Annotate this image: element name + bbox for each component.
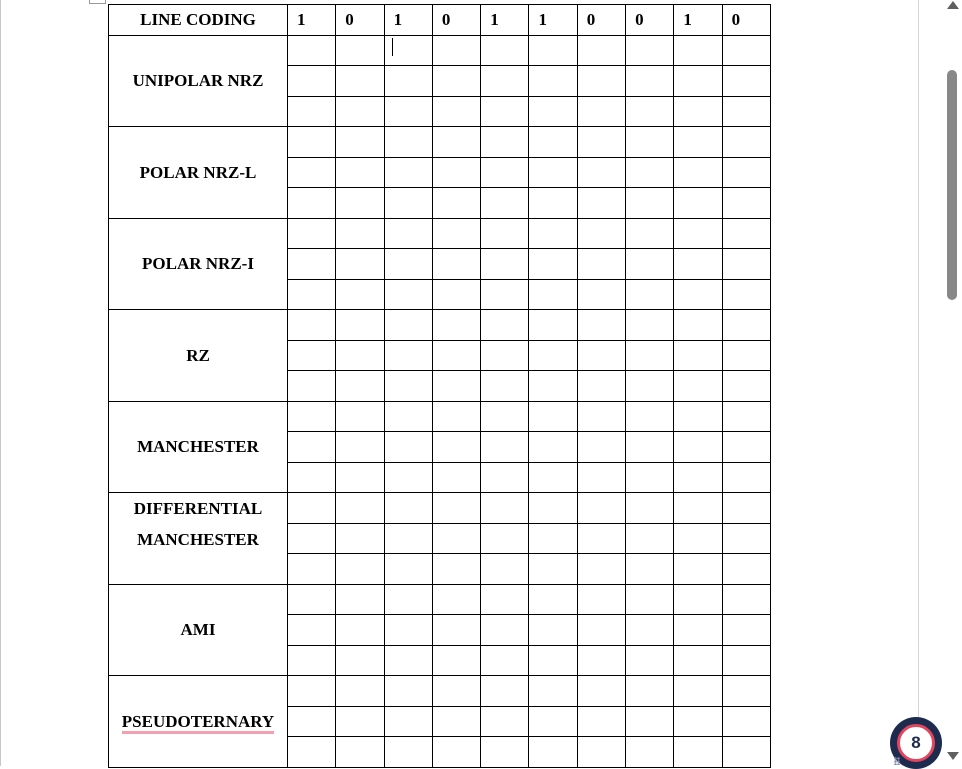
signal-cell[interactable] <box>626 157 674 188</box>
signal-cell[interactable] <box>384 676 432 707</box>
encoding-label-cell[interactable] <box>109 310 288 402</box>
signal-cell[interactable] <box>288 554 336 585</box>
encoding-label-cell[interactable] <box>109 493 288 585</box>
encoding-label-cell[interactable] <box>109 401 288 493</box>
signal-cell[interactable] <box>626 615 674 646</box>
signal-cell[interactable] <box>481 157 529 188</box>
signal-cell[interactable] <box>481 645 529 676</box>
encoding-label: MANCHESTER <box>137 437 259 457</box>
signal-cell[interactable] <box>577 432 625 463</box>
signal-cell[interactable] <box>432 584 480 615</box>
signal-cell[interactable] <box>481 615 529 646</box>
signal-cell[interactable] <box>336 66 384 97</box>
signal-cell[interactable] <box>626 462 674 493</box>
signal-cell[interactable] <box>432 310 480 341</box>
signal-cell[interactable] <box>288 35 336 66</box>
signal-cell[interactable] <box>481 584 529 615</box>
signal-cell[interactable] <box>481 310 529 341</box>
signal-cell[interactable] <box>626 340 674 371</box>
table-move-handle[interactable] <box>89 0 106 4</box>
signal-cell[interactable] <box>481 340 529 371</box>
bit-cell[interactable]: 0 <box>722 5 770 36</box>
signal-cell[interactable] <box>384 157 432 188</box>
signal-cell[interactable] <box>336 737 384 768</box>
signal-cell[interactable] <box>432 66 480 97</box>
signal-cell[interactable] <box>432 371 480 402</box>
signal-cell[interactable] <box>577 249 625 280</box>
signal-row <box>109 218 771 249</box>
signal-cell[interactable] <box>336 462 384 493</box>
signal-cell[interactable] <box>529 401 577 432</box>
signal-cell[interactable] <box>336 279 384 310</box>
signal-cell[interactable] <box>384 645 432 676</box>
signal-cell[interactable] <box>674 554 722 585</box>
signal-cell[interactable] <box>432 737 480 768</box>
signal-cell[interactable] <box>432 676 480 707</box>
signal-cell[interactable] <box>529 371 577 402</box>
signal-cell[interactable] <box>722 188 770 219</box>
drag-handle-icon[interactable] <box>894 757 900 765</box>
signal-cell[interactable] <box>626 554 674 585</box>
signal-cell[interactable] <box>432 462 480 493</box>
signal-cell[interactable] <box>432 706 480 737</box>
signal-cell[interactable] <box>384 615 432 646</box>
signal-cell[interactable] <box>481 401 529 432</box>
signal-cell[interactable] <box>626 493 674 524</box>
signal-cell[interactable] <box>674 615 722 646</box>
signal-cell[interactable] <box>336 615 384 646</box>
signal-cell[interactable] <box>722 462 770 493</box>
signal-cell[interactable] <box>384 188 432 219</box>
spellcheck-underline[interactable]: PSEUDOTERNARY <box>122 712 274 734</box>
encoding-label: DIFFERENTIAL <box>133 499 263 518</box>
signal-cell[interactable] <box>336 401 384 432</box>
signal-cell[interactable] <box>722 645 770 676</box>
encoding-label: POLAR NRZ-I <box>142 254 254 274</box>
signal-cell[interactable] <box>722 127 770 158</box>
signal-cell[interactable] <box>674 645 722 676</box>
bit-cell[interactable]: 0 <box>432 5 480 36</box>
signal-cell[interactable] <box>432 157 480 188</box>
signal-cell[interactable] <box>288 157 336 188</box>
vertical-scrollbar[interactable] <box>944 0 962 766</box>
signal-cell[interactable] <box>529 462 577 493</box>
signal-cell[interactable] <box>674 676 722 707</box>
signal-cell[interactable] <box>722 706 770 737</box>
signal-cell[interactable] <box>529 432 577 463</box>
bit-cell[interactable]: 1 <box>674 5 722 36</box>
signal-cell[interactable] <box>432 218 480 249</box>
signal-cell[interactable] <box>336 157 384 188</box>
signal-cell[interactable] <box>336 432 384 463</box>
signal-cell[interactable] <box>481 127 529 158</box>
encoding-label <box>109 706 287 737</box>
signal-cell[interactable] <box>432 188 480 219</box>
signal-cell[interactable] <box>288 432 336 463</box>
signal-cell[interactable] <box>674 737 722 768</box>
signal-cell[interactable] <box>384 432 432 463</box>
signal-cell[interactable] <box>722 432 770 463</box>
signal-cell[interactable] <box>432 279 480 310</box>
signal-row <box>109 584 771 615</box>
signal-cell[interactable] <box>626 523 674 554</box>
signal-cell[interactable] <box>529 35 577 66</box>
signal-cell[interactable] <box>529 188 577 219</box>
bit-cell[interactable]: 1 <box>481 5 529 36</box>
encoding-label-cell[interactable] <box>109 35 288 127</box>
signal-cell[interactable] <box>336 218 384 249</box>
signal-cell[interactable] <box>384 706 432 737</box>
signal-cell[interactable] <box>481 737 529 768</box>
signal-cell[interactable] <box>626 645 674 676</box>
signal-cell[interactable] <box>288 127 336 158</box>
signal-cell[interactable] <box>432 493 480 524</box>
signal-cell[interactable] <box>432 401 480 432</box>
signal-cell[interactable] <box>336 340 384 371</box>
signal-cell[interactable] <box>722 249 770 280</box>
signal-cell[interactable] <box>626 127 674 158</box>
signal-row <box>109 676 771 707</box>
signal-cell[interactable] <box>288 279 336 310</box>
signal-cell[interactable] <box>481 523 529 554</box>
signal-cell[interactable] <box>674 310 722 341</box>
signal-cell[interactable] <box>577 218 625 249</box>
signal-cell[interactable] <box>384 462 432 493</box>
signal-cell[interactable] <box>384 523 432 554</box>
scroll-thumb[interactable] <box>947 70 957 300</box>
signal-cell[interactable] <box>577 676 625 707</box>
signal-cell[interactable] <box>674 66 722 97</box>
signal-cell[interactable] <box>529 279 577 310</box>
signal-cell[interactable] <box>674 96 722 127</box>
signal-cell[interactable] <box>529 127 577 158</box>
signal-cell[interactable] <box>577 523 625 554</box>
signal-cell[interactable] <box>432 554 480 585</box>
signal-cell[interactable] <box>481 493 529 524</box>
encoding-label-cell[interactable] <box>109 127 288 219</box>
signal-cell[interactable] <box>481 249 529 280</box>
signal-cell[interactable] <box>722 279 770 310</box>
signal-cell[interactable] <box>336 493 384 524</box>
bit-cell[interactable]: 0 <box>626 5 674 36</box>
signal-cell[interactable] <box>481 706 529 737</box>
line-coding-table[interactable] <box>108 4 771 768</box>
signal-cell[interactable] <box>529 584 577 615</box>
signal-cell[interactable] <box>288 218 336 249</box>
bit-cell[interactable]: 0 <box>336 5 384 36</box>
signal-cell[interactable] <box>722 96 770 127</box>
badge-count: 8 <box>897 724 935 762</box>
signal-cell[interactable] <box>626 584 674 615</box>
signal-cell[interactable] <box>722 615 770 646</box>
scroll-up-arrow-icon[interactable] <box>947 1 959 9</box>
signal-cell[interactable] <box>384 127 432 158</box>
signal-cell[interactable] <box>529 493 577 524</box>
signal-cell[interactable] <box>336 310 384 341</box>
signal-cell[interactable] <box>674 279 722 310</box>
signal-cell[interactable] <box>722 493 770 524</box>
signal-cell[interactable] <box>384 96 432 127</box>
encoding-label-cell[interactable] <box>109 218 288 310</box>
signal-cell[interactable] <box>529 310 577 341</box>
signal-cell[interactable] <box>626 188 674 219</box>
signal-cell[interactable] <box>626 401 674 432</box>
signal-cell[interactable] <box>481 66 529 97</box>
signal-cell[interactable] <box>529 706 577 737</box>
signal-cell[interactable] <box>384 66 432 97</box>
signal-cell[interactable] <box>674 493 722 524</box>
signal-cell[interactable] <box>384 249 432 280</box>
bit-cell[interactable]: 1 <box>288 5 336 36</box>
signal-cell[interactable] <box>626 66 674 97</box>
signal-cell[interactable] <box>529 249 577 280</box>
signal-cell[interactable] <box>626 706 674 737</box>
signal-cell[interactable] <box>529 645 577 676</box>
signal-cell[interactable] <box>384 310 432 341</box>
signal-cell[interactable] <box>674 432 722 463</box>
signal-cell[interactable] <box>336 645 384 676</box>
encoding-label: RZ <box>186 345 210 365</box>
signal-cell[interactable] <box>529 554 577 585</box>
text-cursor <box>392 38 393 56</box>
signal-cell[interactable] <box>577 157 625 188</box>
signal-cell[interactable] <box>722 35 770 66</box>
signal-cell[interactable] <box>384 493 432 524</box>
signal-cell[interactable] <box>577 645 625 676</box>
signal-cell[interactable] <box>529 676 577 707</box>
signal-cell[interactable] <box>481 371 529 402</box>
signal-cell[interactable] <box>336 249 384 280</box>
signal-cell[interactable] <box>288 615 336 646</box>
signal-cell[interactable] <box>336 584 384 615</box>
signal-cell[interactable] <box>336 523 384 554</box>
signal-cell[interactable] <box>529 218 577 249</box>
signal-cell[interactable] <box>722 584 770 615</box>
signal-cell[interactable] <box>529 523 577 554</box>
signal-cell[interactable] <box>336 96 384 127</box>
signal-cell[interactable] <box>722 340 770 371</box>
signal-cell[interactable] <box>626 737 674 768</box>
signal-cell[interactable] <box>722 523 770 554</box>
signal-cell[interactable] <box>384 554 432 585</box>
signal-cell[interactable] <box>577 127 625 158</box>
signal-cell[interactable] <box>481 279 529 310</box>
signal-cell[interactable] <box>384 340 432 371</box>
signal-cell[interactable] <box>432 35 480 66</box>
signal-cell[interactable] <box>577 188 625 219</box>
signal-cell[interactable] <box>481 676 529 707</box>
signal-cell[interactable] <box>577 35 625 66</box>
encoding-label-cell[interactable] <box>109 584 288 676</box>
signal-cell[interactable] <box>432 523 480 554</box>
encoding-label: UNIPOLAR NRZ <box>132 71 264 91</box>
header-row <box>109 5 771 36</box>
signal-cell[interactable] <box>722 310 770 341</box>
signal-cell[interactable] <box>674 706 722 737</box>
signal-cell[interactable] <box>674 401 722 432</box>
signal-cell[interactable] <box>288 523 336 554</box>
signal-cell[interactable] <box>577 462 625 493</box>
signal-cell[interactable] <box>626 218 674 249</box>
signal-cell[interactable] <box>481 35 529 66</box>
signal-cell[interactable] <box>577 371 625 402</box>
signal-cell[interactable] <box>674 188 722 219</box>
signal-cell[interactable] <box>674 584 722 615</box>
signal-cell[interactable] <box>288 401 336 432</box>
signal-cell[interactable] <box>288 188 336 219</box>
signal-cell[interactable] <box>336 127 384 158</box>
signal-cell[interactable] <box>577 401 625 432</box>
scroll-down-arrow-icon[interactable] <box>947 752 959 760</box>
signal-cell[interactable] <box>481 432 529 463</box>
signal-cell[interactable] <box>674 249 722 280</box>
signal-cell[interactable] <box>722 737 770 768</box>
signal-cell[interactable] <box>722 371 770 402</box>
signal-cell[interactable] <box>577 340 625 371</box>
signal-cell[interactable] <box>288 462 336 493</box>
signal-cell[interactable] <box>336 676 384 707</box>
signal-cell[interactable] <box>384 371 432 402</box>
signal-cell[interactable] <box>481 96 529 127</box>
page-edge <box>918 0 919 766</box>
signal-cell[interactable] <box>432 249 480 280</box>
signal-cell[interactable] <box>626 432 674 463</box>
signal-cell[interactable] <box>432 96 480 127</box>
signal-cell[interactable] <box>529 96 577 127</box>
signal-cell[interactable] <box>336 554 384 585</box>
signal-cell[interactable] <box>626 249 674 280</box>
signal-cell[interactable] <box>626 371 674 402</box>
signal-cell[interactable] <box>626 310 674 341</box>
signal-cell[interactable] <box>722 554 770 585</box>
signal-cell[interactable] <box>674 523 722 554</box>
signal-cell[interactable] <box>577 310 625 341</box>
signal-cell[interactable] <box>336 35 384 66</box>
signal-cell[interactable] <box>674 127 722 158</box>
bit-cell[interactable]: 0 <box>577 5 625 36</box>
signal-row <box>109 35 771 66</box>
signal-cell[interactable] <box>432 432 480 463</box>
signal-cell[interactable] <box>722 66 770 97</box>
signal-cell[interactable] <box>432 127 480 158</box>
signal-cell[interactable] <box>577 279 625 310</box>
signal-cell[interactable] <box>336 188 384 219</box>
signal-cell[interactable] <box>481 188 529 219</box>
signal-cell[interactable] <box>288 645 336 676</box>
signal-cell[interactable] <box>288 737 336 768</box>
encoding-label: AMI <box>180 620 216 640</box>
signal-cell[interactable] <box>336 706 384 737</box>
signal-cell[interactable] <box>432 645 480 676</box>
signal-cell[interactable] <box>529 340 577 371</box>
signal-cell[interactable] <box>577 737 625 768</box>
signal-cell[interactable] <box>626 676 674 707</box>
signal-cell[interactable] <box>384 584 432 615</box>
encoding-label: POLAR NRZ-L <box>139 162 257 182</box>
signal-cell[interactable] <box>384 737 432 768</box>
signal-cell[interactable] <box>288 96 336 127</box>
bit-cell[interactable]: 1 <box>384 5 432 36</box>
signal-cell[interactable] <box>288 493 336 524</box>
signal-cell[interactable] <box>529 737 577 768</box>
signal-cell[interactable] <box>288 66 336 97</box>
signal-cell[interactable] <box>577 615 625 646</box>
notification-badge[interactable] <box>890 717 942 769</box>
signal-cell[interactable] <box>674 157 722 188</box>
signal-cell[interactable] <box>481 462 529 493</box>
signal-cell[interactable] <box>674 371 722 402</box>
signal-row <box>109 401 771 432</box>
signal-cell[interactable] <box>722 676 770 707</box>
signal-cell[interactable] <box>577 554 625 585</box>
signal-row <box>109 127 771 158</box>
signal-cell[interactable] <box>288 310 336 341</box>
header-label-cell[interactable]: LINE CODING <box>109 5 288 36</box>
signal-cell[interactable] <box>577 706 625 737</box>
signal-cell[interactable] <box>384 218 432 249</box>
signal-cell[interactable] <box>722 218 770 249</box>
encoding-label: MANCHESTER <box>137 530 259 549</box>
signal-cell[interactable] <box>384 401 432 432</box>
signal-cell[interactable] <box>288 249 336 280</box>
signal-cell[interactable] <box>626 96 674 127</box>
signal-cell[interactable] <box>577 493 625 524</box>
signal-cell[interactable] <box>288 706 336 737</box>
signal-cell[interactable] <box>674 462 722 493</box>
signal-cell[interactable] <box>288 371 336 402</box>
signal-cell[interactable] <box>674 35 722 66</box>
signal-cell[interactable] <box>674 218 722 249</box>
signal-row <box>109 493 771 524</box>
signal-cell[interactable] <box>722 157 770 188</box>
signal-cell[interactable] <box>529 66 577 97</box>
signal-cell[interactable] <box>626 35 674 66</box>
signal-cell[interactable] <box>336 371 384 402</box>
signal-cell[interactable] <box>481 218 529 249</box>
signal-cell[interactable] <box>288 340 336 371</box>
signal-cell[interactable] <box>481 554 529 585</box>
signal-cell[interactable] <box>384 279 432 310</box>
encoding-label-cell[interactable] <box>109 676 288 768</box>
signal-cell[interactable] <box>674 340 722 371</box>
signal-cell[interactable] <box>432 615 480 646</box>
signal-cell[interactable] <box>626 279 674 310</box>
signal-cell[interactable] <box>529 615 577 646</box>
bit-cell[interactable]: 1 <box>529 5 577 36</box>
signal-cell[interactable] <box>722 401 770 432</box>
signal-cell[interactable] <box>288 584 336 615</box>
signal-cell[interactable] <box>577 66 625 97</box>
signal-cell[interactable] <box>288 676 336 707</box>
signal-cell[interactable] <box>432 340 480 371</box>
signal-cell[interactable] <box>529 157 577 188</box>
signal-row <box>109 310 771 341</box>
signal-cell[interactable] <box>577 584 625 615</box>
signal-cell[interactable] <box>577 96 625 127</box>
